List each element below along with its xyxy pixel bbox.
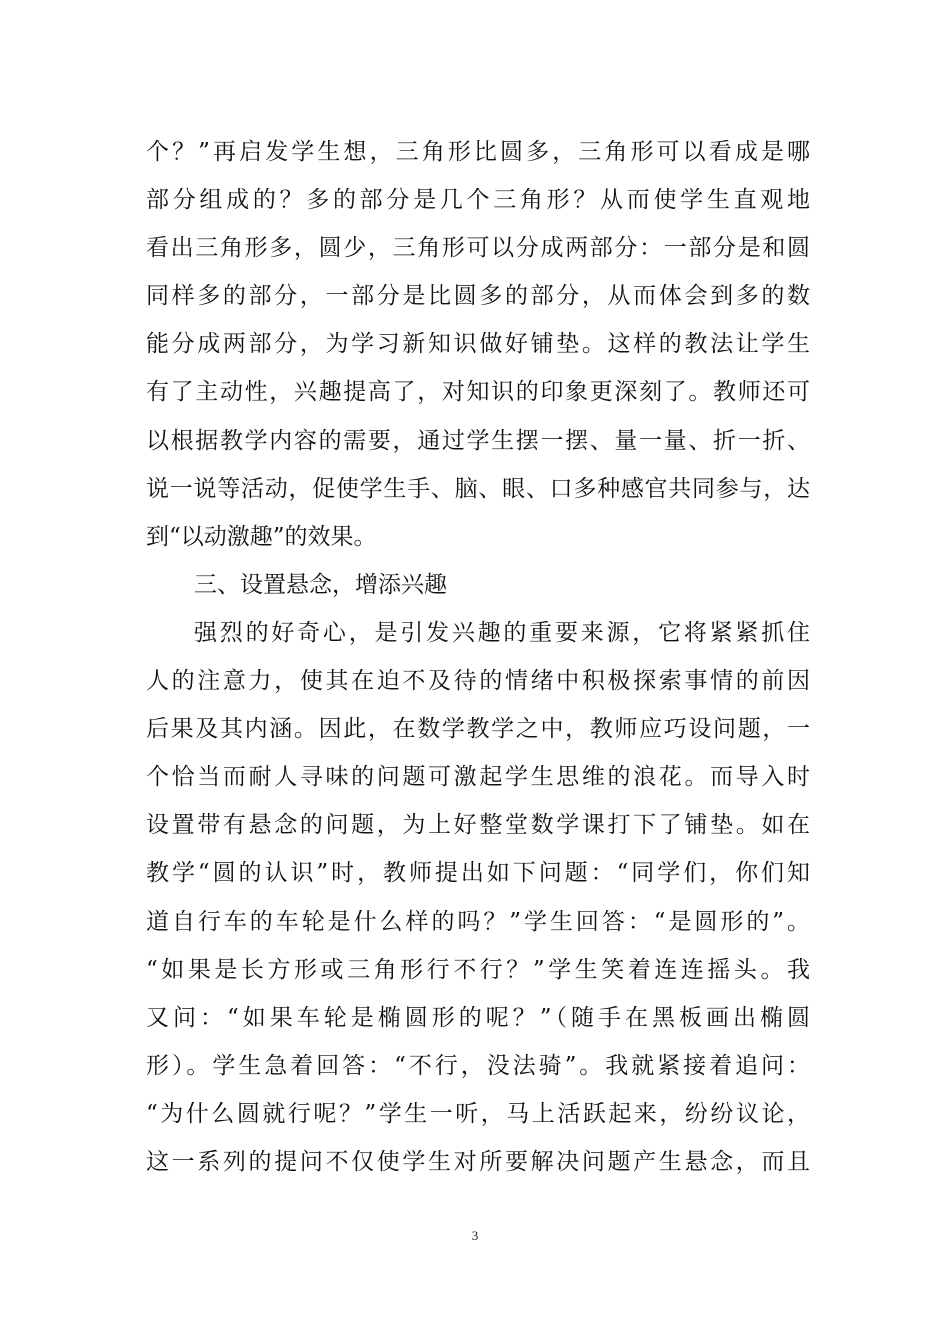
text-line: 又问：“如果车轮是椭圆形的呢？”（随手在黑板画出椭圆 [146, 1004, 810, 1031]
text-line: 有了主动性，兴趣提高了，对知识的印象更深刻了。教师还可 [146, 379, 810, 406]
text-line: 形）。学生急着回答：“不行，没法骑”。我就紧接着追问： [146, 1052, 810, 1079]
text-line: 这一系列的提问不仅使学生对所要解决问题产生悬念，而且 [146, 1148, 810, 1175]
text-line: 以根据教学内容的需要，通过学生摆一摆、量一量、折一折、 [146, 427, 810, 454]
text-line: 教学“圆的认识”时，教师提出如下问题：“同学们，你们知 [146, 860, 810, 887]
text-line: 看出三角形多，圆少，三角形可以分成两部分：一部分是和圆 [146, 235, 810, 262]
paragraph-suspense [146, 609, 810, 1186]
text-line: 人的注意力，使其在迫不及待的情绪中积极探索事情的前因 [146, 668, 810, 695]
text-line: 部分组成的？多的部分是几个三角形？从而使学生直观地 [146, 187, 810, 214]
page-body [146, 128, 810, 1186]
text-line: 能分成两部分，为学习新知识做好铺垫。这样的教法让学生 [146, 331, 810, 358]
text-line: 说一说等活动，促使学生手、脑、眼、口多种感官共同参与，达 [146, 475, 810, 502]
section-heading: 三、设置悬念，增添兴趣 [194, 571, 447, 598]
text-line: “如果是长方形或三角形行不行？”学生笑着连连摇头。我 [146, 956, 810, 983]
page-number: 3 [471, 1228, 479, 1243]
text-line: 个恰当而耐人寻味的问题可激起学生思维的浪花。而导入时 [146, 764, 810, 791]
text-line: “为什么圆就行呢？”学生一听，马上活跃起来，纷纷议论， [146, 1100, 810, 1127]
text-line: 设置带有悬念的问题，为上好整堂数学课打下了铺垫。如在 [146, 812, 810, 839]
text-line: 到“以动激趣”的效果。 [146, 523, 377, 550]
text-line: 后果及其内涵。因此，在数学教学之中，教师应巧设问题，一 [146, 716, 810, 743]
text-line: 个？”再启发学生想，三角形比圆多，三角形可以看成是哪 [146, 139, 810, 165]
paragraph-continuation [146, 128, 810, 561]
text-line: 道自行车的车轮是什么样的吗？”学生回答：“是圆形的”。 [146, 908, 810, 935]
text-line: 同样多的部分，一部分是比圆多的部分，从而体会到多的数 [146, 283, 810, 310]
text-line: 强烈的好奇心，是引发兴趣的重要来源，它将紧紧抓住 [194, 619, 810, 646]
